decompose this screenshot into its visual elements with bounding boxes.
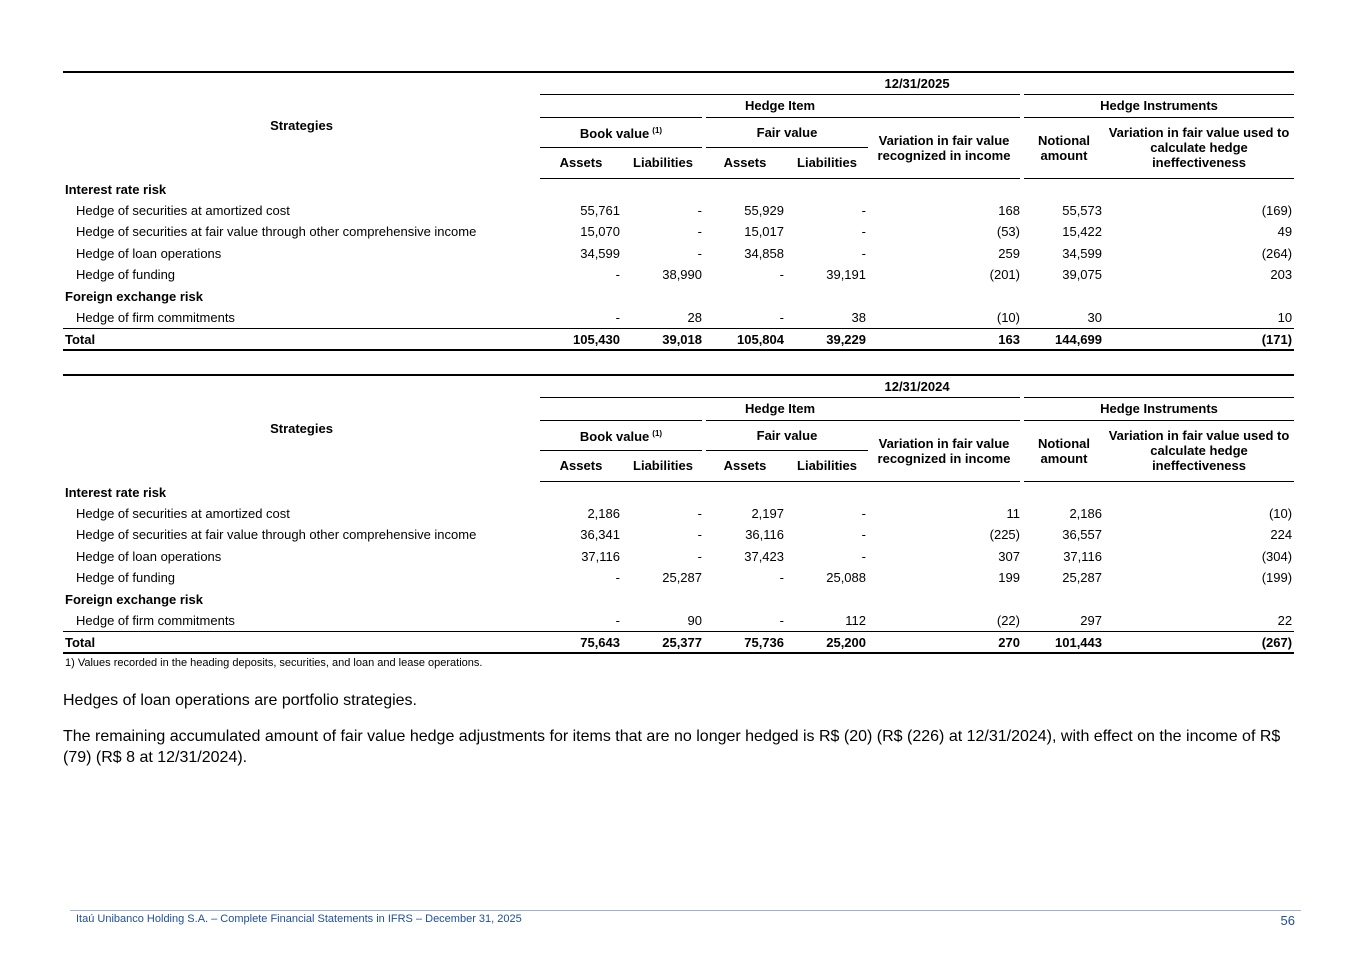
hedge-table-2025-container <box>63 71 1294 351</box>
cell: 37,423 <box>744 548 784 564</box>
footer-document-title: Itaú Unibanco Holding S.A. – Complete Financial Statements in IFRS – December 31, 2025 <box>76 913 522 925</box>
cell: 36,341 <box>580 527 620 543</box>
cell: - <box>697 202 702 218</box>
hedge-instruments-header: Hedge Instruments <box>1022 94 1294 117</box>
cell: 39,229 <box>786 329 868 351</box>
cell: 39,075 <box>1062 267 1102 283</box>
row-label: Hedge of securities at fair value through other comprehensive income <box>76 527 477 543</box>
table-row <box>63 610 1294 632</box>
liabilities-header: Liabilities <box>622 450 704 481</box>
cell: (22) <box>996 612 1020 628</box>
table-date-header: 12/31/2025 <box>540 72 1294 94</box>
cell: 34,599 <box>580 245 620 261</box>
cell: 55,761 <box>580 202 620 218</box>
cell: 55,929 <box>744 202 784 218</box>
row-label: Hedge of firm commitments <box>76 309 235 325</box>
hedge-item-header: Hedge Item <box>540 397 1022 420</box>
total-row <box>63 329 1294 351</box>
hedge-table-2024 <box>63 374 1294 654</box>
assets-header: Assets <box>540 147 622 178</box>
cell: 30 <box>1087 309 1102 325</box>
section-title: Interest rate risk <box>65 484 167 500</box>
cell: 168 <box>998 202 1020 218</box>
row-label: Hedge of loan operations <box>76 548 222 564</box>
cell: 75,736 <box>704 632 786 654</box>
cell: (264) <box>1261 245 1293 261</box>
cell: 2,186 <box>587 505 620 521</box>
total-label: Total <box>63 329 540 351</box>
cell: 38,990 <box>662 267 702 283</box>
cell: - <box>779 612 784 628</box>
cell: (169) <box>1261 202 1293 218</box>
cell: 90 <box>687 612 702 628</box>
cell: - <box>861 527 866 543</box>
cell: 49 <box>1277 224 1293 240</box>
cell: - <box>861 202 866 218</box>
cell: 22 <box>1277 612 1293 628</box>
variation-ineff-header: Variation in fair value used to calculate hedge ineffectiveness <box>1104 117 1294 178</box>
book-value-header: Book value $^{(1)}$ <box>540 420 704 450</box>
total-label: Total <box>63 632 540 654</box>
row-label: Hedge of securities at amortized cost <box>76 202 290 218</box>
assets-header: Assets <box>540 450 622 481</box>
section-title: Interest rate risk <box>65 181 167 197</box>
assets-header: Assets <box>704 147 786 178</box>
cell: 36,557 <box>1062 527 1102 543</box>
liabilities-header: Liabilities <box>622 147 704 178</box>
cell: 55,573 <box>1062 202 1102 218</box>
cell: (201) <box>989 267 1020 283</box>
cell: 163 <box>868 329 1022 351</box>
row-label: Hedge of funding <box>76 267 176 283</box>
table-row <box>63 524 1294 546</box>
cell: 297 <box>1080 612 1102 628</box>
table-row <box>63 243 1294 265</box>
cell: 39,191 <box>826 267 866 283</box>
variation-ineff-header: Variation in fair value used to calculate hedge ineffectiveness <box>1104 420 1294 481</box>
table-row <box>63 264 1294 286</box>
cell: - <box>861 245 866 261</box>
cell: - <box>697 527 702 543</box>
cell: - <box>697 505 702 521</box>
cell: (10) <box>1268 505 1293 521</box>
fair-value-header: Fair value <box>704 420 868 450</box>
cell: 37,116 <box>1063 548 1102 564</box>
footer-divider <box>70 910 1301 911</box>
cell: 25,287 <box>1062 570 1102 586</box>
cell: 15,017 <box>744 224 784 240</box>
cell: (10) <box>996 309 1020 325</box>
cell: 39,018 <box>622 329 704 351</box>
cell: - <box>861 548 866 564</box>
cell: 199 <box>998 570 1020 586</box>
notional-header: Notional amount <box>1022 420 1104 481</box>
table-row <box>63 503 1294 525</box>
footer-page-number: 56 <box>1280 913 1295 928</box>
paragraph-adjustments: The remaining accumulated amount of fair value hedge adjustments for items that are no longer hedged is R$ (20) (R$ (226) at 12/31/2024), with effect on the income of R$ (79) (R$ 8 at 12/31/2024). <box>63 728 1281 766</box>
table-row <box>63 307 1294 329</box>
cell: 34,858 <box>744 245 784 261</box>
variation-income-header: Variation in fair value recognized in income <box>868 117 1022 178</box>
cell: (304) <box>1261 548 1293 564</box>
cell: (199) <box>1261 570 1293 586</box>
cell: 101,443 <box>1022 632 1104 654</box>
row-label: Hedge of securities at fair value through other comprehensive income <box>76 224 477 240</box>
cell: 38 <box>851 309 866 325</box>
table-row <box>63 200 1294 222</box>
cell: - <box>615 309 620 325</box>
cell: 224 <box>1270 527 1293 543</box>
row-label: Hedge of firm commitments <box>76 612 235 628</box>
cell: - <box>779 309 784 325</box>
cell: (267) <box>1104 632 1294 654</box>
table-row <box>63 567 1294 589</box>
section-title: Foreign exchange risk <box>65 288 203 304</box>
row-label: Hedge of funding <box>76 570 176 586</box>
table-row <box>63 221 1294 243</box>
cell: 25,088 <box>826 570 866 586</box>
cell: 36,116 <box>745 527 784 543</box>
hedge-item-header: Hedge Item <box>540 94 1022 117</box>
cell: - <box>779 267 784 283</box>
cell: 105,804 <box>704 329 786 351</box>
liabilities-header: Liabilities <box>786 450 868 481</box>
cell: 15,070 <box>580 224 620 240</box>
assets-header: Assets <box>704 450 786 481</box>
cell: 144,699 <box>1022 329 1104 351</box>
cell: 25,200 <box>786 632 868 654</box>
notional-header: Notional amount <box>1022 117 1104 178</box>
cell: - <box>697 224 702 240</box>
cell: 11 <box>1006 505 1020 521</box>
cell: (53) <box>996 224 1020 240</box>
hedge-table-2025 <box>63 71 1294 351</box>
total-row <box>63 632 1294 654</box>
cell: - <box>697 548 702 564</box>
cell: - <box>615 267 620 283</box>
paragraph-portfolio: Hedges of loan operations are portfolio strategies. <box>63 692 417 709</box>
cell: 25,377 <box>622 632 704 654</box>
cell: 112 <box>845 612 866 628</box>
cell: 15,422 <box>1062 224 1102 240</box>
cell: 25,287 <box>662 570 702 586</box>
table-date-header: 12/31/2024 <box>540 375 1294 397</box>
fair-value-header: Fair value <box>704 117 868 147</box>
cell: 270 <box>868 632 1022 654</box>
cell: 34,599 <box>1062 245 1102 261</box>
cell: - <box>861 505 866 521</box>
strategies-header: Strategies <box>63 375 540 481</box>
variation-income-header: Variation in fair value recognized in income <box>868 420 1022 481</box>
hedge-table-2024-container <box>63 374 1294 654</box>
cell: 203 <box>1270 267 1293 283</box>
cell: 75,643 <box>540 632 622 654</box>
cell: 2,197 <box>751 505 784 521</box>
cell: (225) <box>989 527 1020 543</box>
cell: - <box>615 570 620 586</box>
cell: 2,186 <box>1069 505 1102 521</box>
cell: 307 <box>998 548 1020 564</box>
cell: (171) <box>1104 329 1294 351</box>
cell: 105,430 <box>540 329 622 351</box>
book-value-header: Book value $^{(1)}$ <box>540 117 704 147</box>
table-row <box>63 546 1294 568</box>
liabilities-header: Liabilities <box>786 147 868 178</box>
cell: 259 <box>998 245 1020 261</box>
strategies-header: Strategies <box>63 72 540 178</box>
section-title: Foreign exchange risk <box>65 591 203 607</box>
row-label: Hedge of loan operations <box>76 245 222 261</box>
hedge-instruments-header: Hedge Instruments <box>1022 397 1294 420</box>
cell: - <box>861 224 866 240</box>
table-footnote: 1) Values recorded in the heading deposits, securities, and loan and lease operations. <box>65 657 483 669</box>
cell: - <box>615 612 620 628</box>
cell: 28 <box>687 309 702 325</box>
row-label: Hedge of securities at amortized cost <box>76 505 290 521</box>
cell: 37,116 <box>581 548 620 564</box>
cell: 10 <box>1277 309 1293 325</box>
cell: - <box>697 245 702 261</box>
cell: - <box>779 570 784 586</box>
